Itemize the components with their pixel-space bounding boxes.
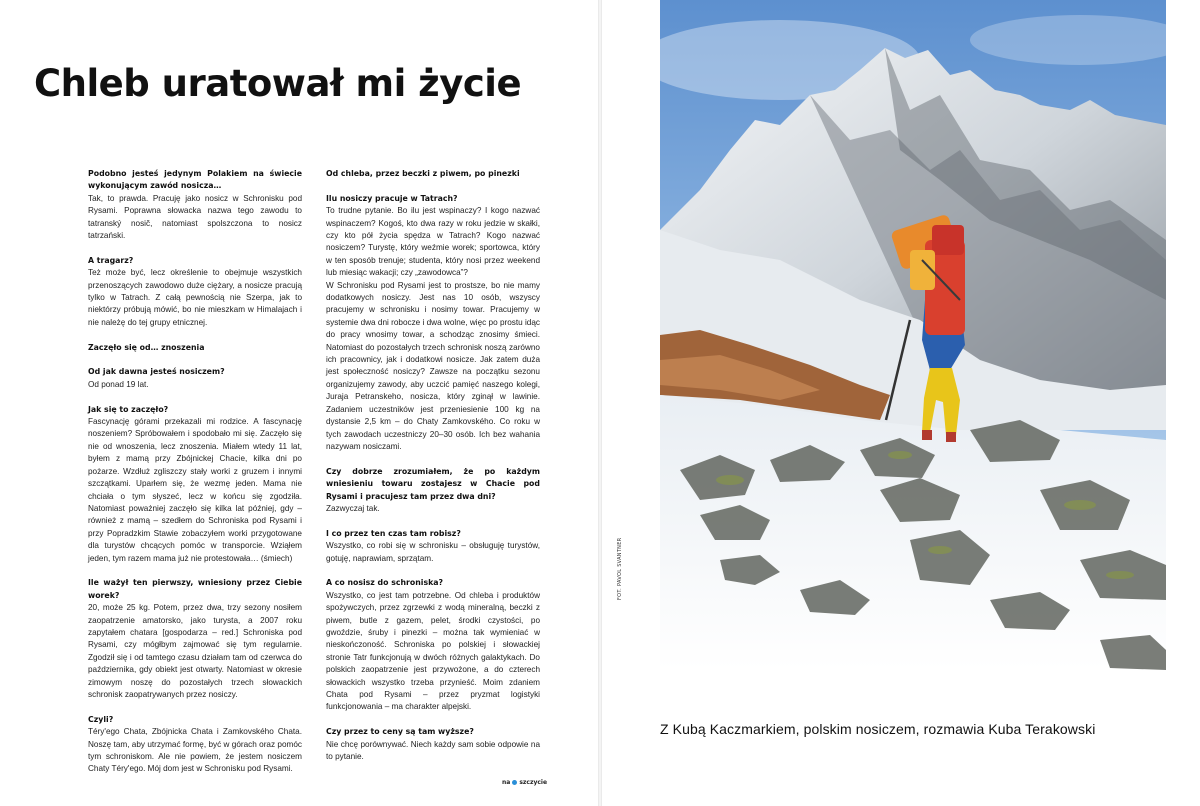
text-column-left xyxy=(88,168,302,776)
magazine-logo xyxy=(502,779,547,786)
answer: Od ponad 19 lat. xyxy=(88,379,149,389)
answer: Wszystko, co robi się w schronisku – obsługuję turystów, gotuję, naprawiam, sprzątam. xyxy=(326,541,540,563)
logo-text: szczycie xyxy=(519,779,548,786)
page-gutter xyxy=(598,0,602,806)
answer: Nie chcę porównywać. Niech każdy sam sobie odpowie na to pytanie. xyxy=(326,739,540,762)
mountain-dot-icon xyxy=(512,780,517,785)
answer: Wszystko, co jest tam potrzebne. Od chleba i produktów spożywczych, przez zgrzewki z wodą mineralną, beczki z piwem, butle z gazem, pelet, środki czystości, po gwoździe, śruby i pinezki – można tak wymieniać w nieskończoność. Schroniska po polskiej i słowackiej stronie Tatr funkcjonują w dwóch różnych galaktykach. Do polskich zaopatrzenie jest przywożone, a do czterech słowackich wszystko trzeba przynieść. Moim zdaniem Chata pod Rysami – przez pryzmat logistyki funkcjonowania – ma charakter alpejski. xyxy=(326,590,540,712)
question: Czy dobrze zrozumiałem, że po każdym wniesieniu towaru zostajesz w Chacie pod Rysami i pracujesz tam przez dwa dni? xyxy=(326,466,540,501)
answer: Fascynację górami przekazali mi rodzice. A fascynację noszeniem? Spróbowałem i spodobało mi się. Zaczęło się nie od wnoszenia, lecz znoszenia. Miałem wtedy 11 lat, byłem z mamą przy Zbójnickej Chacie, kilka dni po pożarze. Wzdłuż zgliszczy stały worki z gruzem i innymi szczątkami. Uparłem się, że wezmę jeden. Mama nie chciała o tym słyszeć, lecz w końcu się zgodziła. Natomiast poważniej zaczęło się kilka lat później, gdy – również z mamą – szedłem do Schroniska pod Rysami i przy Popradzkim Stawie zobaczyłem worki przygotowane dla turystów chcących pomóc w transporcie. Wziąłem jeden, tym razem mama już nie protestowała… (śmiech) xyxy=(88,417,302,563)
mountain-photo xyxy=(660,0,1166,670)
answer: W Schronisku pod Rysami jest to prostsze, bo nie mamy dodatkowych nosiczy. Jest nas 10 osób, wszyscy pracujemy w schronisku i nosimy towar. Pracujemy w systemie dwa dni robocze i dwa wolne, więc po prostu idąc do pracy wnosimy towar, a schodząc znosimy śmieci. Natomiast do pozostałych trzech schronisk noszą zarówno ich pracownicy, jak i dodatkowi nosicze. Jak zatem duża jest społeczność nosiczy? Zawsze na początku sezonu organizujemy zawody, aby uczcić pamięć naszego kolegi, Juraja Petranskeho, nosicza, który zginął w lawinie. Zadaniem uczestników jest przeniesienie 100 kg na dystansie 2,5 km – do Chaty Zamkovského. Co roku w tych zawodach uczestniczy 20–30 osób. Ich bez wahania nazywam nosiczami. xyxy=(326,280,540,451)
logo-prefix: na xyxy=(502,779,511,786)
article-title: Chleb uratował mi życie xyxy=(34,62,522,105)
article-byline: Z Kubą Kaczmarkiem, polskim nosiczem, rozmawia Kuba Terakowski xyxy=(660,721,1096,737)
question: Od jak dawna jesteś nosiczem? xyxy=(88,367,225,377)
question: I co przez ten czas tam robisz? xyxy=(326,528,461,538)
section-heading: Zaczęło się od… znoszenia xyxy=(88,342,205,352)
answer: Też może być, lecz określenie to obejmuje wszystkich przenoszących zawodowo duże ciężary, a nosicze pracują tylko w Tatrach. Z całą pewnością nie Szerpa, jak to niektórzy próbują mówić, bo nie mieszkam w Himalajach i nie należę do tej grupy etnicznej. xyxy=(88,268,302,327)
question: Czy przez to ceny są tam wyższe? xyxy=(326,727,474,737)
question: Czyli? xyxy=(88,714,114,724)
text-column-right xyxy=(326,168,540,763)
question: Jak się to zaczęło? xyxy=(88,404,169,414)
question: Ile ważył ten pierwszy, wniesiony przez Ciebie worek? xyxy=(88,578,302,600)
photo-credit: FOT. PAVOL SVANTNER xyxy=(617,537,623,600)
answer: Zazwyczaj tak. xyxy=(326,503,380,513)
answer: Téry'ego Chata, Zbójnicka Chata i Zamkovského Chata. Noszę tam, aby utrzymać formę, być w górach oraz pomóc tym schroniskom. Ale nie powiem, że jestem nosiczem Chaty Téry'ego. Mój dom jest w Schronisku pod Rysami. xyxy=(88,727,302,774)
question: Podobno jesteś jedynym Polakiem na świecie wykonującym zawód nosicza… xyxy=(88,169,302,191)
question: A co nosisz do schroniska? xyxy=(326,578,444,588)
section-heading: Od chleba, przez beczki z piwem, po pinezki xyxy=(326,169,520,178)
question: Ilu nosiczy pracuje w Tatrach? xyxy=(326,193,458,203)
answer: To trudne pytanie. Bo ilu jest wspinaczy? I kogo nazwać wspinaczem? Kogoś, kto dwa razy w roku jedzie w skałki, czy kto pół życia spędza w Tatrach? Kogo nazwać nosiczem? Turystę, który weźmie worek; sportowca, który w ten sposób trenuje; studenta, który nosi przez weekend lub miesiąc wakacji; czy „zawodowca”? xyxy=(326,206,540,278)
answer: 20, może 25 kg. Potem, przez dwa, trzy sezony nosiłem zaopatrzenie amatorsko, jako turysta, a 2007 roku zapytałem chatara [gospodarza – red.] Schroniska pod Rysami, czy mógłbym zajmować się tym regularnie. Zgodził się i od tamtego czasu działam tam od czerwca do października, gdy obiekt jest otwarty. Natomiast w okresie zimowym noszę do pozostałych trzech słowackich schronisk zaopatrywanych przez nosiczy. xyxy=(88,603,302,699)
answer: Tak, to prawda. Pracuję jako nosicz w Schronisku pod Rysami. Poprawna słowacka nazwa tego zawodu to tatranský nosič, natomiast spolszczona to nosicz tatrzański. xyxy=(88,193,302,241)
question: A tragarz? xyxy=(88,255,134,265)
